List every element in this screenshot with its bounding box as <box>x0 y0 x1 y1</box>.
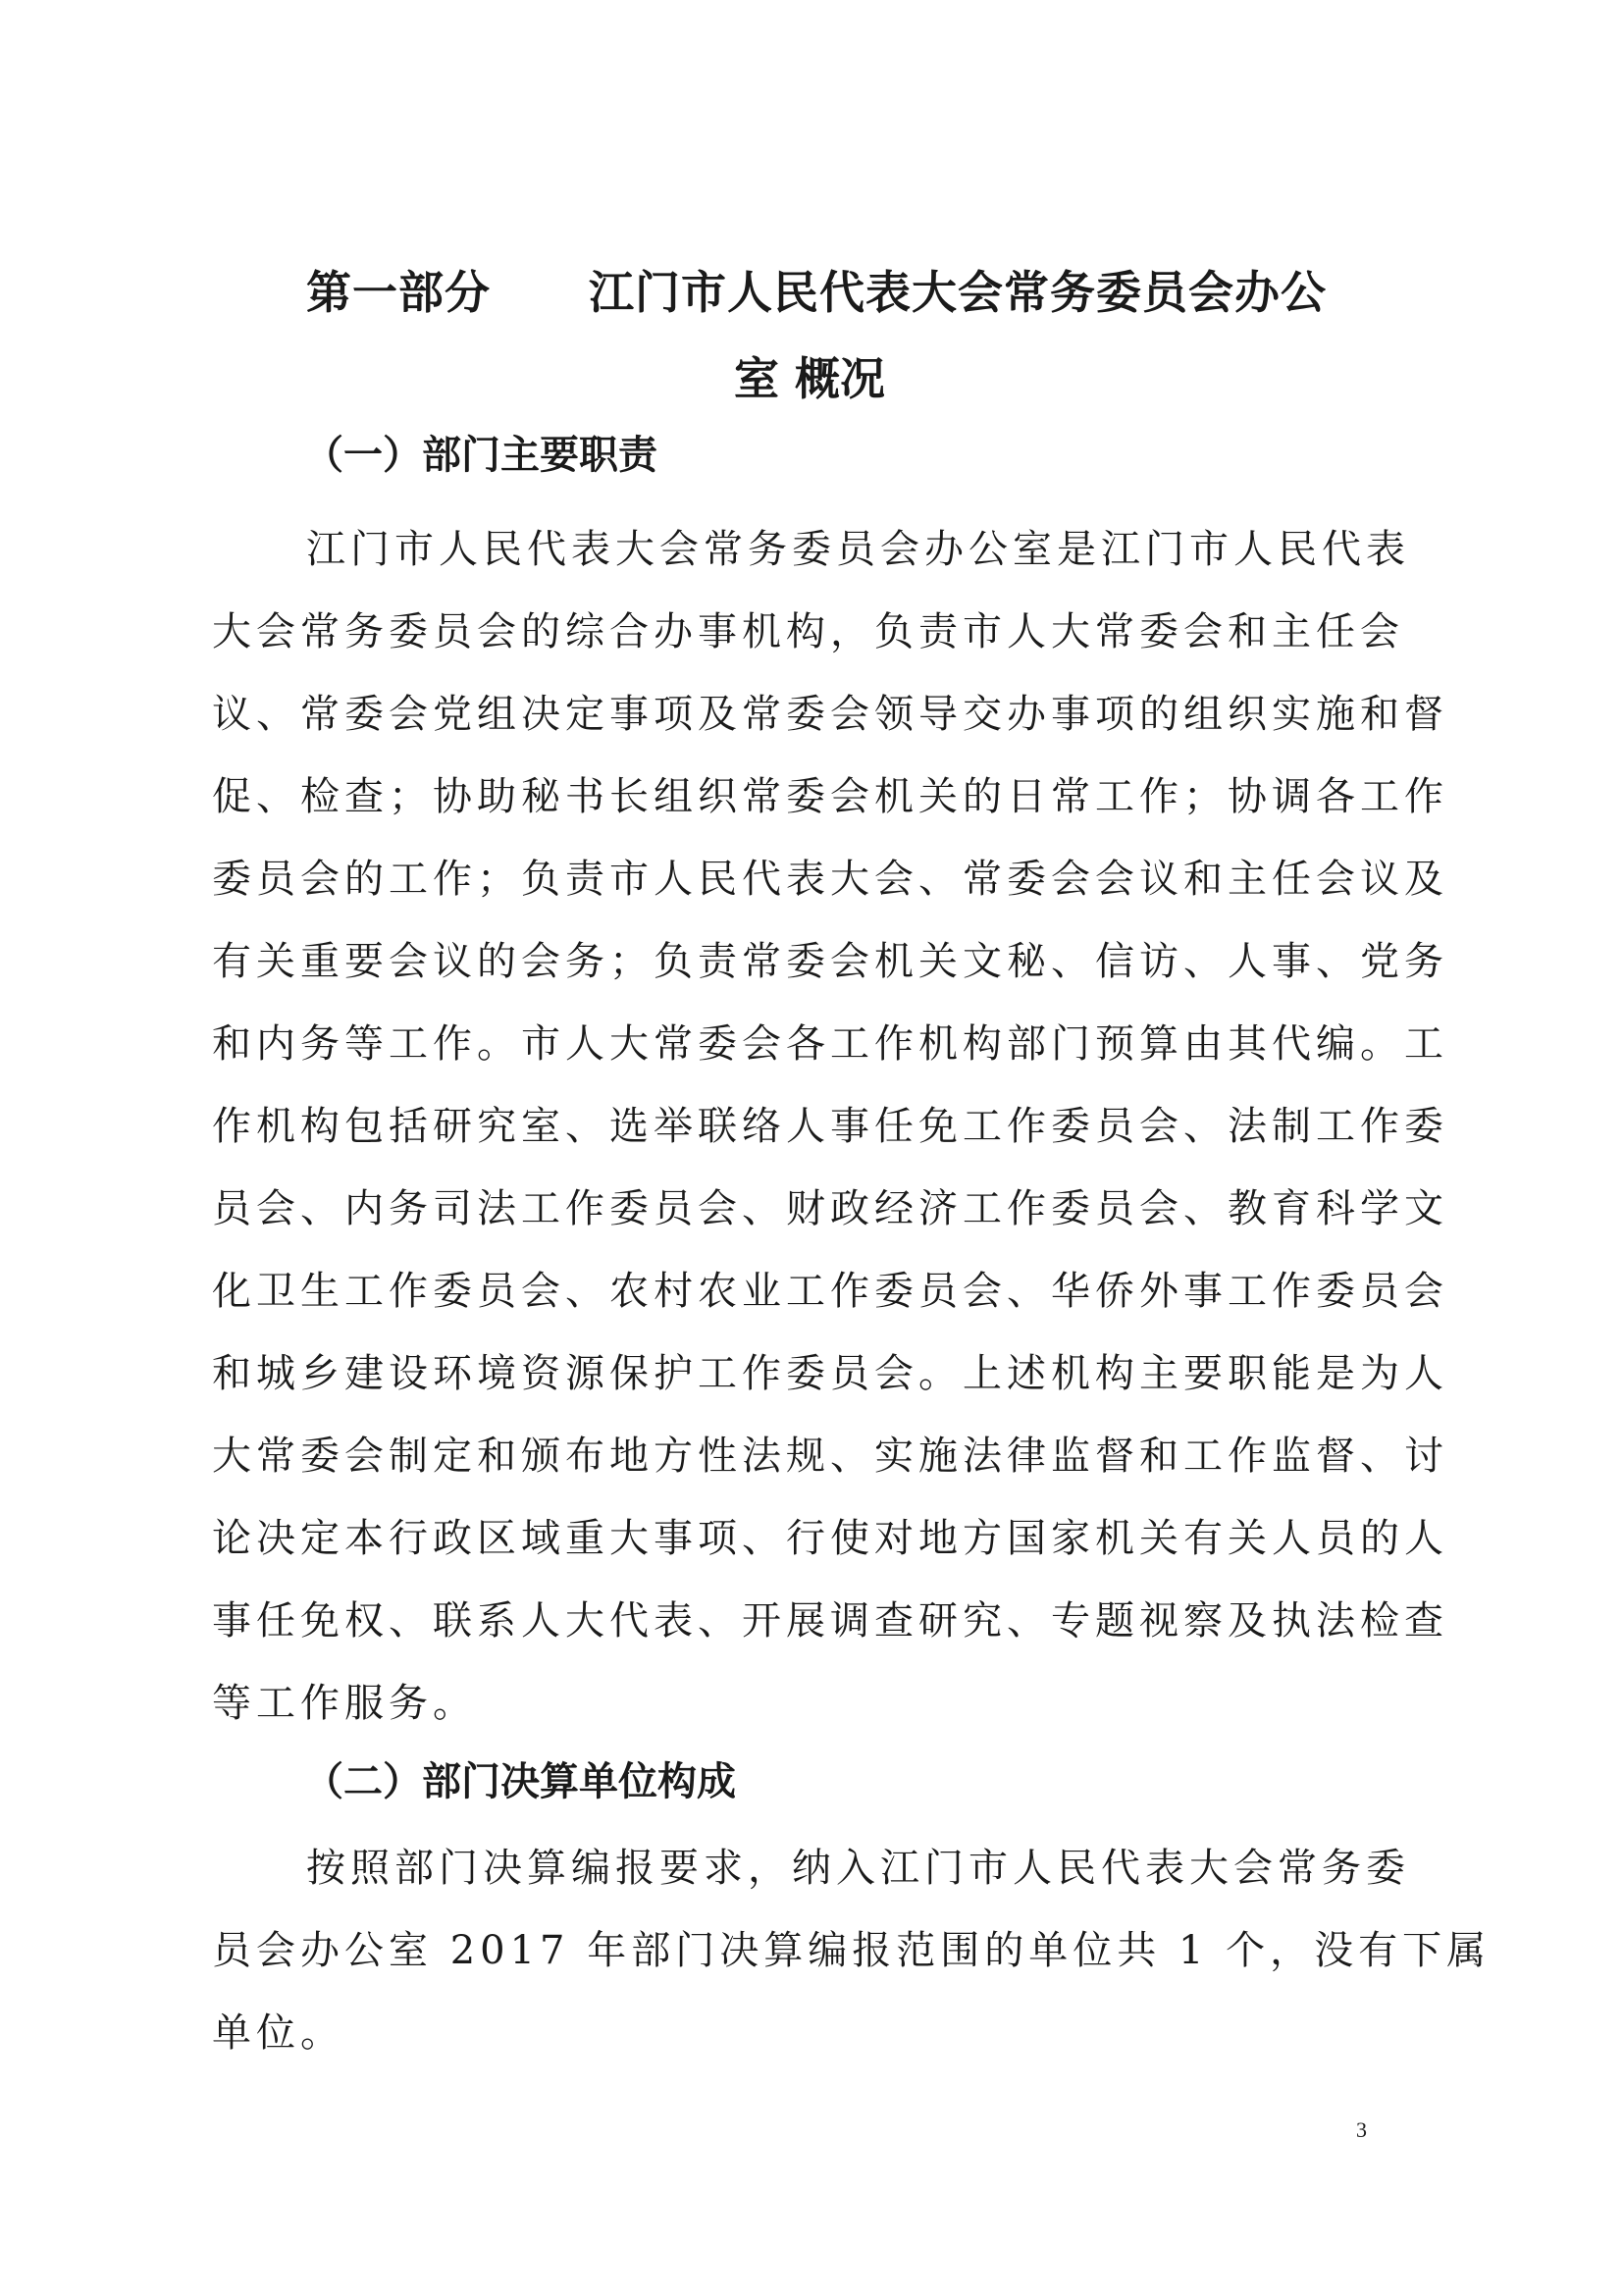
title-department: 江门市人民代表大会常务委员会办公 <box>589 266 1327 319</box>
paragraph-line: 员会办公室 2017 年部门决算编报范围的单位共 1 个，没有下属 <box>212 1928 1492 1973</box>
paragraph-line: 促、检查；协助秘书长组织常委会机关的日常工作；协调各工作 <box>212 774 1448 819</box>
section-1-heading: （一）部门主要职责 <box>304 433 657 478</box>
paragraph-line: 议、常委会党组决定事项及常委会领导交办事项的组织实施和督 <box>212 692 1448 737</box>
paragraph-line: 和城乡建设环境资源保护工作委员会。上述机构主要职能是为人 <box>212 1351 1448 1396</box>
paragraph-line: 事任免权、联系人大代表、开展调查研究、专题视察及执法检查 <box>212 1598 1448 1644</box>
title-part-label: 第一部分 <box>306 266 491 319</box>
paragraph-line: 大常委会制定和颁布地方性法规、实施法律监督和工作监督、讨 <box>212 1434 1448 1479</box>
page-number: 3 <box>1356 2117 1367 2142</box>
section-2-heading: （二）部门决算单位构成 <box>304 1759 736 1804</box>
paragraph-line: 等工作服务。 <box>212 1681 477 1726</box>
paragraph-line: 化卫生工作委员会、农村农业工作委员会、华侨外事工作委员会 <box>212 1269 1448 1314</box>
paragraph-line: 论决定本行政区域重大事项、行使对地方国家机关有关人员的人 <box>212 1516 1448 1561</box>
paragraph-line: 员会、内务司法工作委员会、财政经济工作委员会、教育科学文 <box>212 1186 1448 1231</box>
paragraph-line: 和内务等工作。市人大常委会各工作机构部门预算由其代编。工 <box>212 1021 1448 1067</box>
paragraph-line: 单位。 <box>212 2010 344 2056</box>
title-line-1 <box>306 257 1493 322</box>
paragraph-line: 按照部门决算编报要求，纳入江门市人民代表大会常务委 <box>306 1846 1410 1891</box>
paragraph-line: 大会常务委员会的综合办事机构，负责市人大常委会和主任会 <box>212 609 1404 654</box>
paragraph-line: 作机构包括研究室、选举联络人事任免工作委员会、法制工作委 <box>212 1104 1448 1149</box>
title-line-2: 室 概况 <box>733 352 885 405</box>
paragraph-line: 江门市人民代表大会常务委员会办公室是江门市人民代表 <box>306 527 1410 572</box>
paragraph-line: 有关重要会议的会务；负责常委会机关文秘、信访、人事、党务 <box>212 939 1448 984</box>
paragraph-line: 委员会的工作；负责市人民代表大会、常委会会议和主任会议及 <box>212 857 1448 902</box>
